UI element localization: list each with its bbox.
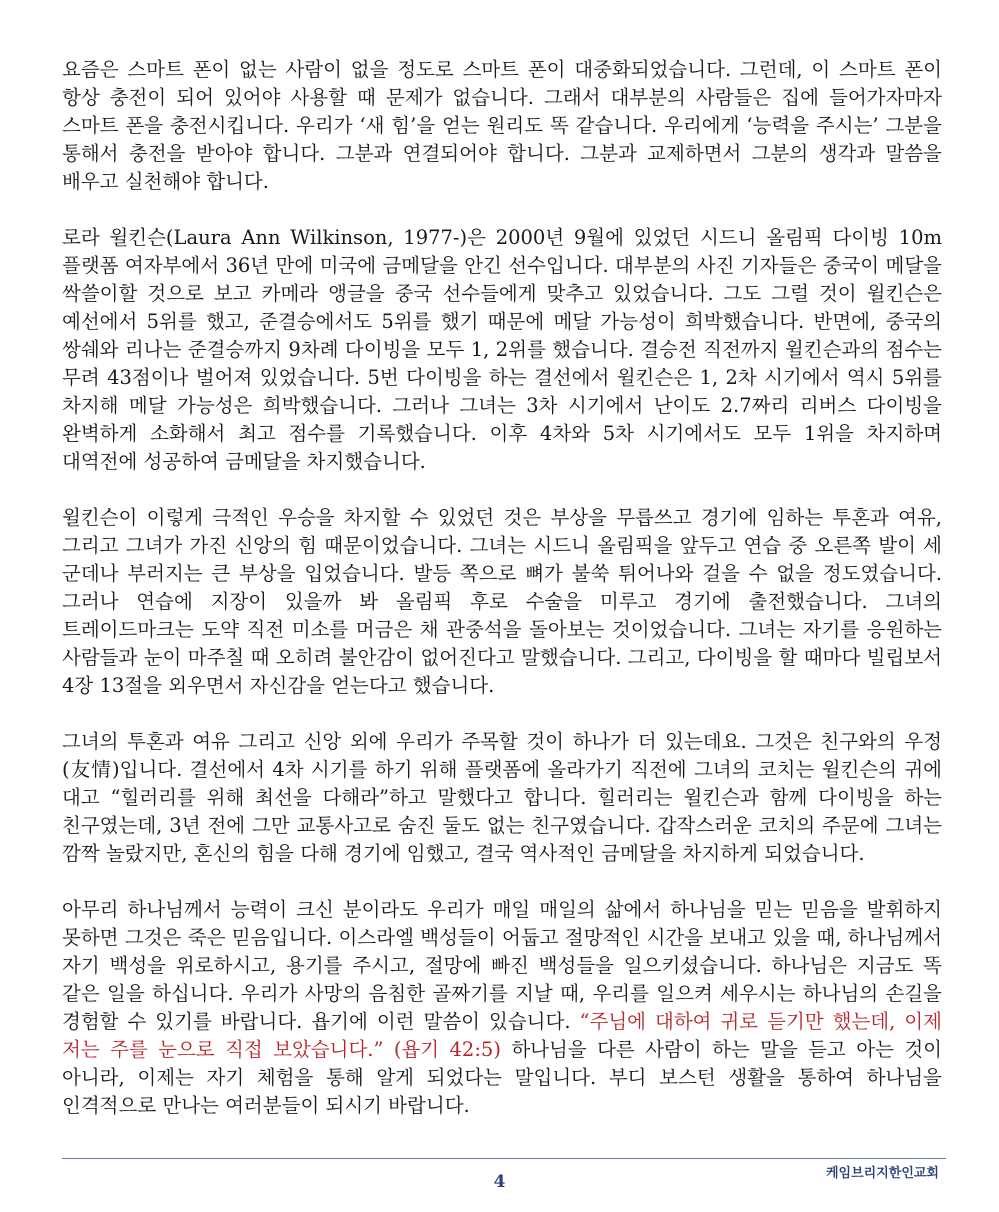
paragraph-wilkinson-story: 로라 윌킨슨(Laura Ann Wilkinson, 1977-)은 2000년 9월에 있었던 시드니 올림픽 다이빙 10m 플랫폼 여자부에서 36년 만에 미국에 금메달을 안긴 선수입니다. 대부분의 사진 기자들은 중국이 메달을 싹쓸이할 것으로 보고 카메라 앵글을 중국 선수들에게 맞추고 있었습니다. 그도 그럴 것이 윌킨슨은 예선에서 5위를 했고, 준결승에서도 5위를 했기 때문에 메달 가능성이 희박했습니다. 반면에, 중국의 쌍쉐와 리나는 준결승까지 9차례 다이빙을 모두 1, 2위를 했습니다. 결승전 직전까지 윌킨슨과의 점수는 무려 43점이나 벌어져 있었습니다. 5번 다이빙을 하는 결선에서 윌킨슨은 1, 2차 시기에서 역시 5위를 차지해 메달 가능성은 희박했습니다. 그러나 그녀는 3차 시기에서 난이도 2.7짜리 리버스 다이빙을 완벽하게 소화해서 최고 점수를 기록했습니다. 이후 4차와 5차 시기에서도 모두 1위을 차지하며 대역전에 성공하여 금메달을 차지했습니다. (62, 226, 942, 473)
paragraph-conclusion (62, 896, 942, 1120)
paragraph-perseverance: 윌킨슨이 이렇게 극적인 우승을 차지할 수 있었던 것은 부상을 무릅쓰고 경기에 임하는 투혼과 여유, 그리고 그녀가 가진 신앙의 힘 때문이었습니다. 그녀는 시드니 올림픽을 앞두고 연습 중 오른쪽 발이 세 군데나 부러지는 큰 부상을 입었습니다. 발등 쪽으로 뼈가 불쑥 튀어나와 걸을 수 없을 정도였습니다. 그러나 연습에 지장이 있을까 봐 올림픽 후로 수술을 미루고 경기에 출전했습니다. 그녀의 트레이드마크는 도약 직전 미소를 머금은 채 관중석을 돌아보는 것이었습니다. 그녀는 자기를 응원하는 사람들과 눈이 마주칠 때 오히려 불안감이 없어진다고 말했습니다. 그리고, 다이빙을 할 때마다 빌립보서 4장 13절을 외우면서 자신감을 얻는다고 했습니다. (62, 506, 942, 697)
page-number: 4 (493, 1172, 506, 1192)
footer-divider (62, 1158, 946, 1159)
paragraph-intro: 요즘은 스마트 폰이 없는 사람이 없을 정도로 스마트 폰이 대중화되었습니다. 그런데, 이 스마트 폰이 항상 충전이 되어 있어야 사용할 때 문제가 없습니다. 그래서 대부분의 사람들은 집에 들어가자마자 스마트 폰을 충전시킵니다. 우리가 ‘새 힘’을 얻는 원리도 똑 같습니다. 우리에게 ‘능력을 주시는’ 그분을 통해서 충전을 받아야 합니다. 그분과 연결되어야 합니다. 그분과 교제하면서 그분의 생각과 말씀을 배우고 실천해야 합니다. (62, 58, 942, 193)
church-name: 케임브리지한인교회 (825, 1166, 939, 1181)
article-body (62, 56, 942, 1148)
paragraph-friendship: 그녀의 투혼과 여유 그리고 신앙 외에 우리가 주목할 것이 하나가 더 있는데요. 그것은 친구와의 우정(友情)입니다. 결선에서 4차 시기를 하기 위해 플랫폼에 올라가기 직전에 그녀의 코치는 윌킨슨의 귀에 대고 “힐러리를 위해 최선을 다해라”하고 말했다고 합니다. 힐러리는 윌킨슨과 함께 다이빙을 하는 친구였는데, 3년 전에 그만 교통사고로 숨진 둘도 없는 친구였습니다. 갑작스러운 코치의 주문에 그녀는 깜짝 놀랐지만, 혼신의 힘을 다해 경기에 임했고, 결국 역사적인 금메달을 차지하게 되었습니다. (62, 730, 942, 865)
conclusion-text-after: 하나님을 다른 사람이 하는 말을 듣고 아는 것이 아니라, 이제는 자기 체험을 통해 알게 되었다는 말입니다. 부디 보스턴 생활을 통하여 하나님을 인격적으로 만나는 여러분들이 되시기 바랍니다. (62, 1038, 942, 1117)
conclusion-text-before: 아무리 하나님께서 능력이 크신 분이라도 우리가 매일 매일의 삶에서 하나님을 믿는 믿음을 발휘하지 못하면 그것은 죽은 믿음입니다. 이스라엘 백성들이 어둡고 절망적인 시간을 보내고 있을 때, 하나님께서 자기 백성을 위로하시고, 용기를 주시고, 절망에 빠진 백성들을 일으키셨습니다. 하나님은 지금도 똑 같은 일을 하십니다. 우리가 사망의 음침한 골짜기를 지날 때, 우리를 일으켜 세우시는 하나님의 손길을 경험할 수 있기를 바랍니다. 욥기에 이런 말씀이 있습니다. (62, 898, 942, 1033)
scripture-quote: “주님에 대하여 귀로 듣기만 했는데, 이제 저는 주를 눈으로 직접 보았습니다.” (욥기 42:5) (62, 1010, 942, 1061)
